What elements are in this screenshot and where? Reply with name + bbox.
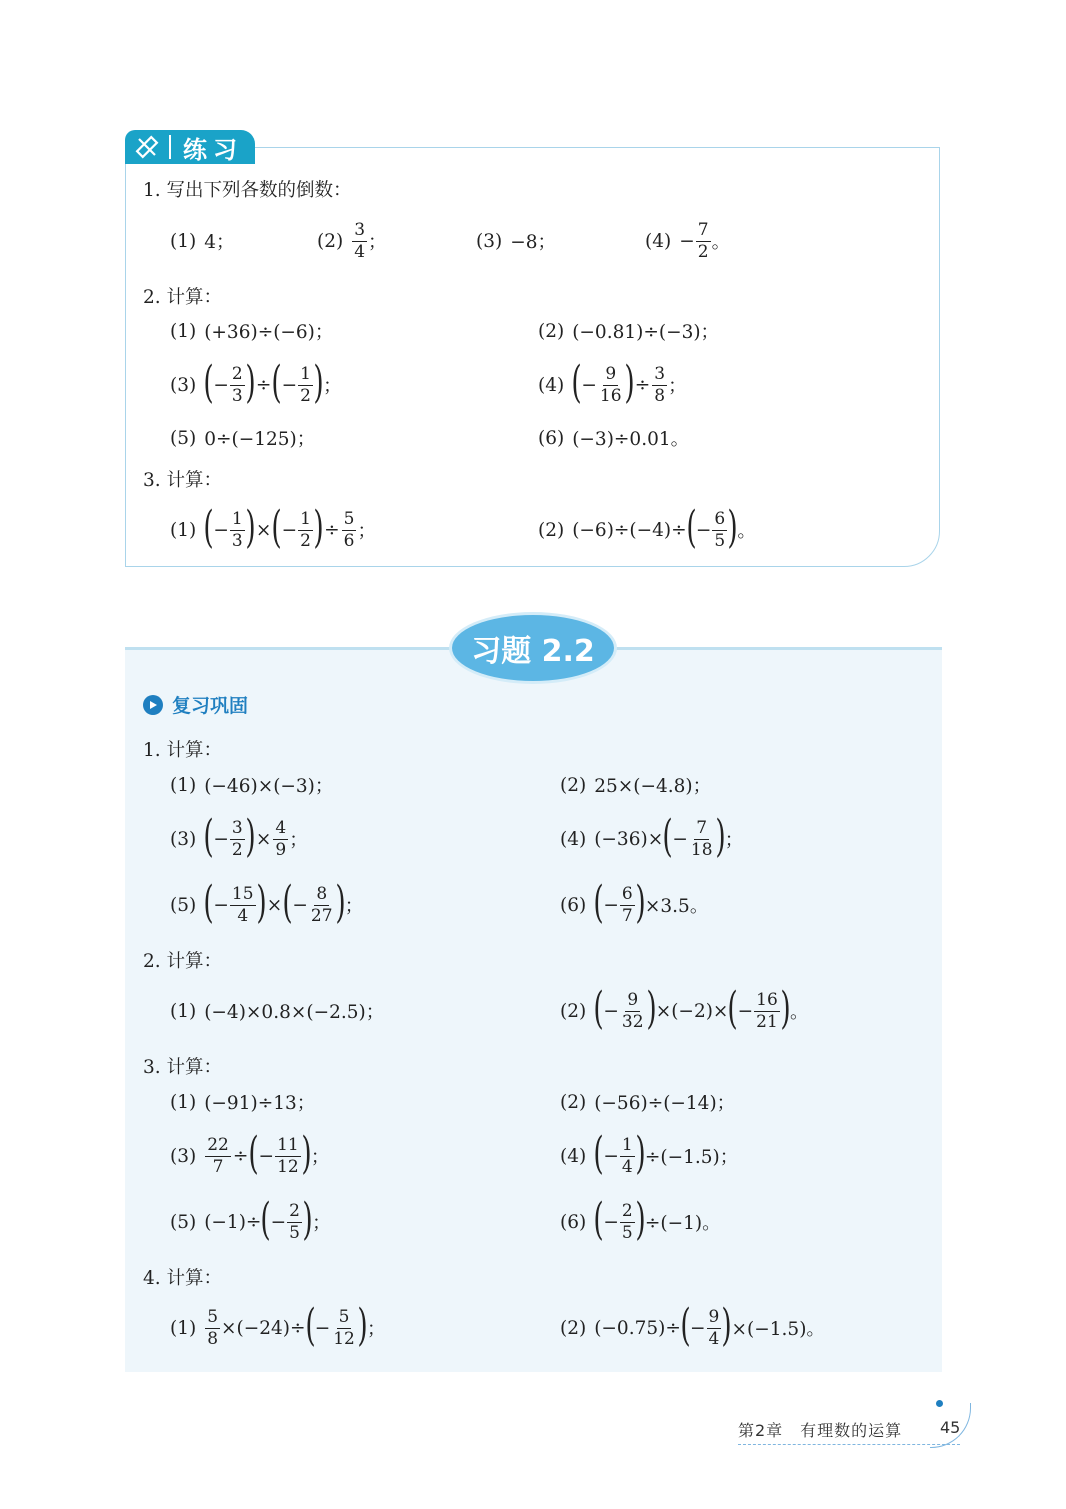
exercise-q3-stem: 3. 计算： — [143, 470, 223, 491]
homework-q1-stem: 1. 计算： — [143, 740, 223, 761]
fraction: $\frac{7}{2}$ — [697, 219, 709, 262]
page-number: 45 — [940, 1418, 961, 1437]
homework-title: 习题 2.2 — [452, 615, 614, 681]
fraction: $\frac{5}{6}$ — [343, 508, 355, 551]
exercise-q3-item1: (1) ( − $\frac{1}{3}$ ) × ( − $\frac{1}{2}$ ) ÷ $\frac{5}{6}$ ； — [170, 502, 376, 553]
fraction: $\frac{2}{5}$ — [289, 1200, 300, 1243]
fraction: $\frac{6}{5}$ — [714, 508, 726, 551]
exercise-q2-item4: (4) ( − $\frac{9}{16}$ ) ÷ $\frac{3}{8}$ ； — [538, 357, 687, 408]
play-icon — [143, 695, 163, 715]
homework-q1-item2: (2) 25×(−4.8)； — [560, 774, 712, 797]
exercise-q2-item1: (1) (+36)÷(−6)； — [170, 320, 334, 343]
fraction: $\frac{2}{5}$ — [621, 1200, 633, 1243]
exercise-q1-stem: 1. 写出下列各数的倒数： — [143, 180, 352, 201]
fraction: $\frac{5}{12}$ — [333, 1306, 355, 1349]
ruler-pencil-icon — [125, 130, 169, 164]
homework-q2-stem: 2. 计算： — [143, 951, 223, 972]
homework-q1-item4: (4) (−36)× ( − $\frac{7}{18}$ ) ； — [560, 811, 744, 862]
page-footer — [738, 1414, 960, 1445]
exercise-title: 练习 — [183, 135, 243, 164]
tab-separator — [169, 135, 171, 159]
homework-q1-item5: (5) ( − $\frac{15}{4}$ ) × ( − $\frac{8}{27}$ ) ； — [170, 877, 364, 928]
fraction: $\frac{6}{7}$ — [621, 883, 633, 926]
fraction: $\frac{11}{12}$ — [277, 1134, 299, 1177]
exercise-q2-item6: (6) (−3)÷0.01。 — [538, 427, 690, 450]
homework-q3-item5: (5) (−1)÷ ( − $\frac{2}{5}$ ) ； — [170, 1194, 331, 1245]
fraction: $\frac{9}{16}$ — [599, 363, 622, 406]
exercise-q1-item1: (1) 4； — [170, 230, 235, 253]
fraction: $\frac{15}{4}$ — [231, 883, 254, 926]
fraction: $\frac{3}{2}$ — [231, 817, 243, 860]
exercise-q1-item3: (3) −8； — [476, 230, 556, 253]
homework-q4-stem: 4. 计算： — [143, 1268, 223, 1289]
fraction: $\frac{7}{18}$ — [690, 817, 713, 860]
fraction: $\frac{16}{21}$ — [756, 989, 778, 1032]
exercise-q1-item2: (2) $\frac{3}{4}$ ； — [317, 219, 387, 262]
fraction: $\frac{1}{2}$ — [300, 508, 311, 551]
exercise-tab — [125, 130, 255, 164]
homework-q4-item1: (1) $\frac{5}{8}$ ×(−24)÷ ( − $\frac{5}{12}$ ) ； — [170, 1300, 386, 1351]
homework-q4-item2: (2) (−0.75)÷ ( − $\frac{9}{4}$ ) ×(−1.5)。 — [560, 1300, 825, 1351]
fraction: $\frac{1}{4}$ — [621, 1134, 633, 1177]
homework-q3-item6: (6) ( − $\frac{2}{5}$ ) ÷(−1)。 — [560, 1194, 721, 1245]
chapter-label: 第2章 有理数的运算 — [738, 1421, 903, 1440]
fraction: $\frac{3}{4}$ — [354, 219, 366, 262]
exercise-q2-item5: (5) 0÷(−125)； — [170, 427, 316, 450]
homework-q1-item3: (3) ( − $\frac{3}{2}$ ) × $\frac{4}{9}$ ； — [170, 811, 308, 862]
homework-q3-item3: (3) $\frac{22}{7}$ ÷ ( − $\frac{11}{12}$ ) ； — [170, 1128, 330, 1179]
homework-q1-item1: (1) (−46)×(−3)； — [170, 774, 334, 797]
fraction: $\frac{9}{4}$ — [708, 1306, 720, 1349]
fraction: $\frac{22}{7}$ — [207, 1134, 229, 1177]
exercise-q3-item2: (2) (−6)÷(−4)÷ ( − $\frac{6}{5}$ ) 。 — [538, 502, 756, 553]
exercise-q2-item3: (3) ( − $\frac{2}{3}$ ) ÷ ( − $\frac{1}{2}$ ) ； — [170, 357, 342, 408]
fraction: $\frac{1}{3}$ — [231, 508, 243, 551]
fraction: $\frac{3}{8}$ — [654, 363, 666, 406]
fraction: $\frac{4}{9}$ — [275, 817, 287, 860]
fraction: $\frac{9}{32}$ — [621, 989, 644, 1032]
exercise-q2-item2: (2) (−0.81)÷(−3)； — [538, 320, 720, 343]
exercise-q2-stem: 2. 计算： — [143, 287, 223, 308]
homework-q1-item6: (6) ( − $\frac{6}{7}$ ) ×3.5。 — [560, 877, 709, 928]
homework-q3-item1: (1) (−91)÷13； — [170, 1091, 316, 1114]
fraction: $\frac{1}{2}$ — [300, 363, 311, 406]
exercise-q1-item4: (4) − $\frac{7}{2}$ 。 — [645, 219, 731, 262]
homework-q2-item1: (1) (−4)×0.8×(−2.5)； — [170, 1000, 385, 1023]
fraction: $\frac{5}{8}$ — [207, 1306, 219, 1349]
homework-q3-stem: 3. 计算： — [143, 1057, 223, 1078]
homework-q3-item4: (4) ( − $\frac{1}{4}$ ) ÷(−1.5)； — [560, 1128, 739, 1179]
review-section-heading: 复习巩固 — [143, 691, 248, 718]
homework-q2-item2: (2) ( − $\frac{9}{32}$ ) ×(−2)× ( − $\frac{16}{21}$ ) 。 — [560, 983, 809, 1034]
fraction: $\frac{8}{27}$ — [310, 883, 333, 926]
homework-q3-item2: (2) (−56)÷(−14)； — [560, 1091, 736, 1114]
fraction: $\frac{2}{3}$ — [231, 363, 243, 406]
